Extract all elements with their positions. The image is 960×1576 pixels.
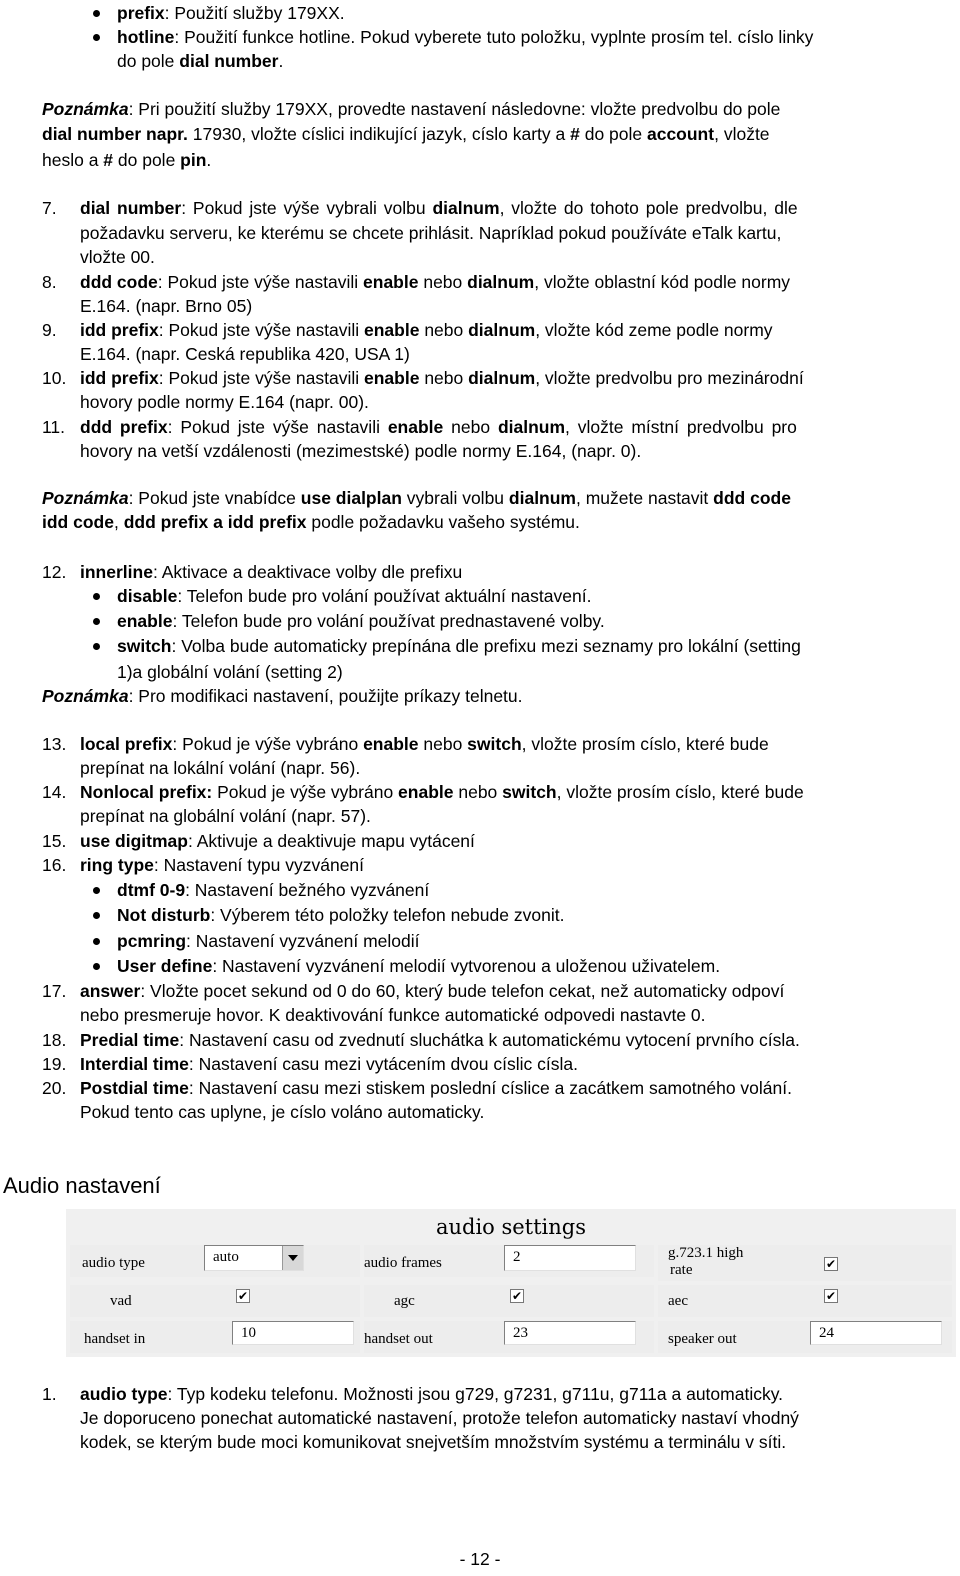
setting-label: agc: [394, 1293, 415, 1309]
item-predial-time: Predial time: Nastavení casu od zvednutí sluchátka k automatickému vytocení prvního císla.: [80, 1030, 800, 1050]
vad-checkbox[interactable]: ✔: [237, 1289, 249, 1303]
item-number: 1.: [42, 1384, 57, 1404]
item-innerline: innerline: Aktivace a deaktivace volby dle prefixu: [80, 562, 463, 582]
item-interdial-time: Interdial time: Nastavení casu mezi vytácením dvou císlic císla.: [80, 1054, 578, 1074]
bullet-hotline: hotline: Použití funkce hotline. Pokud vyberete tuto položku, vyplnte prosím tel. císlo linky: [117, 27, 814, 47]
bullet-pcmring: pcmring: Nastavení vyzvánení melodií: [117, 931, 420, 951]
item-line: prepínat na globální volání (napr. 57).: [80, 806, 371, 826]
setting-cell: [364, 1321, 654, 1353]
bullet-icon: [93, 618, 100, 625]
bullet-switch: switch: Volba bude automaticky prepínána dle prefixu mezi seznamy pro lokální (setting: [117, 636, 801, 656]
setting-label: aec: [668, 1293, 688, 1309]
item-use-digitmap: use digitmap: Aktivuje a deaktivuje mapu vytácení: [80, 831, 475, 851]
item-number: 12.: [42, 562, 67, 582]
item-number: 13.: [42, 734, 67, 754]
setting-cell: [658, 1285, 952, 1317]
label-line: rate: [670, 1262, 693, 1278]
handset-in-input[interactable]: [232, 1321, 354, 1345]
speaker-out-input[interactable]: [810, 1321, 942, 1345]
bullet-icon: [93, 887, 100, 894]
input-value: 10: [241, 1325, 256, 1341]
input-value: 23: [513, 1325, 528, 1341]
note-paragraph-line: heslo a # do pole pin.: [42, 150, 212, 170]
input-value: 24: [819, 1325, 834, 1341]
bullet-switch-cont: 1)a globální volání (setting 2): [117, 662, 343, 682]
note-paragraph-line: idd code, ddd prefix a idd prefix podle požadavku vašeho systému.: [42, 512, 580, 532]
setting-cell: [364, 1285, 654, 1317]
setting-label: vad: [110, 1293, 132, 1309]
setting-label: [668, 1245, 743, 1279]
item-idd-prefix-intl: idd prefix: Pokud jste výše nastavili enable nebo dialnum, vložte predvolbu pro mezinárodní: [80, 368, 804, 388]
item-line: Je doporuceno ponechat automatické nastavení, protože telefon automaticky nastaví vhodný: [80, 1408, 799, 1428]
bullet-icon: [93, 643, 100, 650]
item-line: prepínat na lokální volání (napr. 56).: [80, 758, 361, 778]
item-idd-prefix: idd prefix: Pokud jste výše nastavili enable nebo dialnum, vložte kód zeme podle normy: [80, 320, 773, 340]
note-paragraph: Poznámka: Pri použití služby 179XX, provedte nastavení následovne: vložte predvolbu do pole: [42, 99, 781, 119]
aec-checkbox[interactable]: ✔: [825, 1289, 837, 1303]
setting-label: speaker out: [668, 1331, 737, 1347]
item-line: E.164. (napr. Ceská republika 420, USA 1): [80, 344, 410, 364]
item-number: 18.: [42, 1030, 67, 1050]
bullet-icon: [93, 912, 100, 919]
bullet-icon: [93, 34, 100, 41]
item-nonlocal-prefix: Nonlocal prefix: Pokud je výše vybráno enable nebo switch, vložte prosím císlo, které bude: [80, 782, 804, 802]
setting-cell: [70, 1321, 360, 1353]
item-number: 11.: [42, 417, 66, 437]
item-number: 20.: [42, 1078, 67, 1098]
agc-checkbox[interactable]: ✔: [511, 1289, 523, 1303]
audio-settings-panel: [66, 1209, 956, 1357]
setting-cell: [658, 1321, 952, 1353]
page-number: - 12 -: [459, 1549, 501, 1569]
item-number: 19.: [42, 1054, 67, 1074]
item-ddd-prefix: ddd prefix: Pokud jste výše nastavili enable nebo dialnum, vložte místní predvolbu pro: [80, 417, 797, 437]
bullet-icon: [93, 963, 100, 970]
bullet-icon: [93, 593, 100, 600]
setting-cell: [70, 1285, 360, 1317]
item-local-prefix: local prefix: Pokud je výše vybráno enable nebo switch, vložte prosím císlo, které bude: [80, 734, 769, 754]
item-line: požadavku serveru, ke kterému se chcete prihlásit. Napríklad pokud používáte eTalk kartu,: [80, 223, 782, 243]
item-number: 15.: [42, 831, 67, 851]
note-paragraph-line: dial number napr. 17930, vložte císlici indikující jazyk, císlo karty a # do pole account, vložte: [42, 124, 770, 144]
bullet-hotline-cont: do pole dial number.: [117, 51, 284, 71]
item-number: 16.: [42, 855, 67, 875]
item-postdial-time: Postdial time: Nastavení casu mezi stiskem poslední císlice a zacátkem samotného volání.: [80, 1078, 792, 1098]
item-number: 8.: [42, 272, 57, 292]
bullet-user-define: User define: Nastavení vyzvánení melodií vytvorenou a uloženou uživatelem.: [117, 956, 721, 976]
g723-high-rate-checkbox[interactable]: ✔: [825, 1257, 837, 1271]
input-value: 2: [513, 1249, 521, 1265]
item-ring-type: ring type: Nastavení typu vyzvánení: [80, 855, 365, 875]
panel-title: audio settings: [435, 1215, 587, 1239]
setting-label: audio frames: [364, 1255, 442, 1271]
note-paragraph: Poznámka: Pokud jste vnabídce use dialplan vybrali volbu dialnum, mužete nastavit ddd code: [42, 488, 791, 508]
item-line: Pokud tento cas uplyne, je císlo voláno automaticky.: [80, 1102, 485, 1122]
setting-cell: [70, 1245, 360, 1277]
handset-out-input[interactable]: [504, 1321, 636, 1345]
label-line: g.723.1 high: [668, 1245, 744, 1261]
item-line: hovory podle normy E.164 (napr. 00).: [80, 392, 369, 412]
item-number: 14.: [42, 782, 67, 802]
bullet-icon: [93, 938, 100, 945]
setting-label: handset in: [84, 1331, 146, 1347]
item-line: nebo presmeruje hovor. K deaktivování funkce automatické odpovedi nastavte 0.: [80, 1005, 706, 1025]
item-dial-number: dial number: Pokud jste výše vybrali volbu dialnum, vložte do tohoto pole predvolbu, dle: [80, 198, 798, 218]
item-audio-type: audio type: Typ kodeku telefonu. Možnosti jsou g729, g7231, g711u, g711a a automaticky.: [80, 1384, 784, 1404]
setting-cell: [364, 1245, 654, 1277]
item-line: hovory na vetší vzdálenosti (mezimestské) podle normy E.164, (napr. 0).: [80, 441, 642, 461]
bullet-prefix: prefix: Použití služby 179XX.: [117, 3, 345, 23]
item-answer: answer: Vložte pocet sekund od 0 do 60, který bude telefon cekat, než automaticky odpoví: [80, 981, 785, 1001]
bullet-enable: enable: Telefon bude pro volání používat prednastavené volby.: [117, 611, 605, 631]
chevron-down-icon[interactable]: [282, 1246, 303, 1270]
item-line: E.164. (napr. Brno 05): [80, 296, 253, 316]
item-number: 10.: [42, 368, 67, 388]
bullet-disable: disable: Telefon bude pro volání používat aktuální nastavení.: [117, 586, 592, 606]
item-number: 7.: [42, 198, 57, 218]
item-ddd-code: ddd code: Pokud jste výše nastavili enable nebo dialnum, vložte oblastní kód podle normy: [80, 272, 791, 292]
select-value: auto: [213, 1249, 239, 1265]
audio-type-select[interactable]: [204, 1245, 304, 1271]
bullet-not-disturb: Not disturb: Výberem této položky telefon nebude zvonit.: [117, 905, 565, 925]
bullet-icon: [93, 10, 100, 17]
setting-label: audio type: [82, 1255, 145, 1271]
item-number: 17.: [42, 981, 67, 1001]
item-line: vložte 00.: [80, 247, 155, 267]
item-number: 9.: [42, 320, 57, 340]
audio-frames-input[interactable]: [504, 1245, 636, 1271]
note-paragraph: Poznámka: Pro modifikaci nastavení, použijte príkazy telnetu.: [42, 686, 523, 706]
bullet-dtmf: dtmf 0-9: Nastavení bežného vyzvánení: [117, 880, 430, 900]
setting-cell: [658, 1245, 952, 1281]
section-heading: Audio nastavení: [3, 1173, 161, 1198]
setting-label: handset out: [364, 1331, 433, 1347]
item-line: kodek, se kterým bude moci komunikovat snejvetším množstvím systému a terminálu v síti.: [80, 1432, 787, 1452]
